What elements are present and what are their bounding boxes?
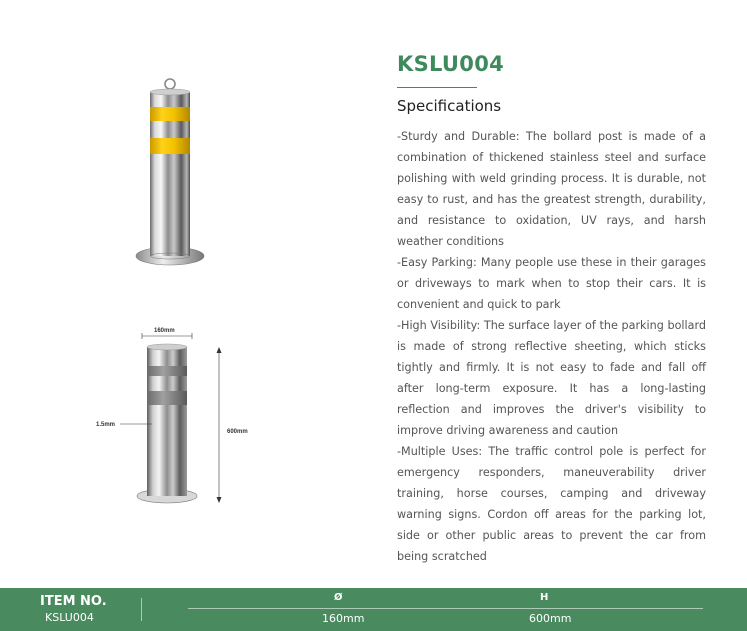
bollard-dimension-diagram [80,320,270,515]
height-column-header: H [540,592,549,603]
bollard-product-photo [130,78,210,273]
specifications-text [397,126,706,567]
height-dimension-label: 600mm [227,429,248,435]
bar-divider [141,598,142,621]
diameter-column-header: Ø [334,592,343,603]
thickness-dimension-label: 1.5mm [96,422,116,428]
specifications-heading: Specifications [397,97,502,115]
diameter-dimension-label: 160mm [154,328,175,334]
spec-paragraph-durable: -Sturdy and Durable: The bollard post is made of a combination of thickened stainless steel and surface polishing with weld grinding process. It is durable, not easy to rust, and has the greatest strength, durability, and resistance to oxidation, UV rays, and harsh weather conditions [397,130,706,248]
height-value: 600mm [529,612,572,625]
item-no-value: KSLU004 [45,611,94,624]
table-header-line [188,608,703,609]
spec-paragraph-visibility: -High Visibility: The surface layer of the parking bollard is made of strong reflective sheeting, which sticks tightly and firmly. It is not easy to fade and fall off after long-term exposure. It has a long-lasting reflection and improves the driver's visibility to improve driving awareness and caution [397,319,706,437]
spec-paragraph-uses: -Multiple Uses: The traffic control pole is perfect for emergency responders, maneuverability driver training, horse courses, camping and driveway warning signs. Cordon off areas for the parking lot, side or other public areas to prevent the car from being scratched [397,445,706,563]
spec-table-bar [0,588,747,631]
title-underline [397,87,477,88]
spec-paragraph-parking: -Easy Parking: Many people use these in their garages or driveways to mark when to stop their cars. It is convenient and quick to park [397,256,706,311]
item-no-label: ITEM NO. [40,594,107,609]
product-code-title: KSLU004 [397,52,505,76]
diameter-value: 160mm [322,612,365,625]
